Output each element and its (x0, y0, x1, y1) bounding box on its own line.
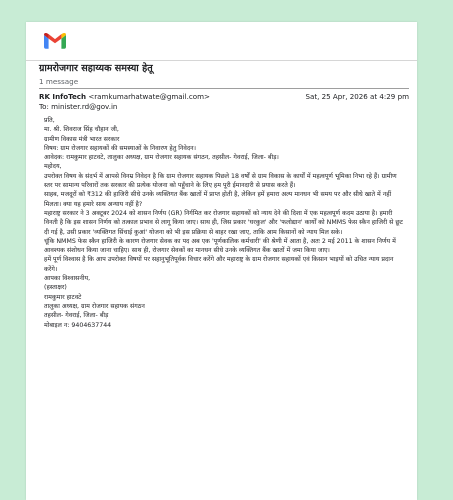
body-line: प्रति, (44, 117, 55, 124)
sender-email: <ramkumarhatwate@gmail.com> (88, 92, 210, 101)
body-paragraph: महाराष्ट्र सरकार ने 3 अक्टूबर 2024 को शासन निर्णय (GR) निर्गमित कर रोजगार सहायकों को न्याय देने की दिशा में एक महत्वपूर्ण कदम उठाया है। हमारी विनती है कि इस शासन निर्णय को तत्काल प्रभाव से लागू किया जाए। साथ ही, जिस प्रकार 'घरकुल' और 'फलोद्यान' कार्यों को NMMS फेस स्कैन हाजिरी से छूट दी गई है, उसी प्रकार 'व्यक्तिगत सिंचाई कुआं' योजना को भी इस प्रक्रिया से बाहर रखा जाए, ताकि आम किसानों को न्याय मिल सके। (44, 209, 403, 236)
body-line: महोदय, (44, 163, 62, 171)
email-body (44, 116, 406, 330)
body-paragraph: साहब, मजदूरों को ₹312 की हाजिरी सीधे उनके व्यक्तिगत बैंक खातों में प्राप्त होती है, लेकिन हमें हमारा अल्प मानधन भी समय पर और सीधे खाते में नहीं मिलता। क्या यह हमारे साथ अन्याय नहीं है? (44, 191, 392, 208)
body-line: तहसील- गेवराई, जिला- बीड़ (44, 312, 109, 320)
gmail-logo-icon (44, 32, 66, 49)
sender-line (39, 92, 210, 101)
body-paragraph: उपरोक्त विषय के संदर्भ में आपसे विनम्र निवेदन है कि ग्राम रोजगार सहायक पिछले 18 वर्षों से ग्राम विकास के कार्यों में महत्वपूर्ण भूमिका निभा रहे हैं। ग्रामीण स्तर पर सामान्य परिवारों तक सरकार की प्रत्येक योजना को पहुँचाने के लिए हम पूरी ईमानदारी से प्रयास करते हैं। (44, 172, 397, 190)
body-line: मा. श्री. शिवराज सिंह चौहान जी, (44, 126, 119, 134)
divider (39, 88, 409, 89)
print-page (26, 22, 417, 500)
body-line: (हस्ताक्षर) (44, 284, 67, 292)
body-paragraph: हमें पूर्ण विश्वास है कि आप उपरोक्त विषयों पर सहानुभूतिपूर्वक विचार करेंगे और महाराष्ट्र के ग्राम रोजगार सहायकों एवं किसान भाइयों को उचित न्याय प्रदान करेंगे। (44, 256, 394, 273)
recipient-line: To: minister.rd@gov.in (39, 102, 118, 111)
email-date: Sat, 25 Apr, 2026 at 4:29 pm (305, 92, 409, 101)
email-subject: ग्रामरोजगार सहाय्यक समस्या हेतू (39, 63, 153, 74)
body-paragraph: चूंकि NMMS फेस स्कैन हाजिरी के कारण रोजगार सेवक का पद अब एक 'पूर्णकालिक कर्मचारी' की श्रेणी में आता है, अतः 2 मई 2011 के शासन निर्णय में आवश्यक संशोधन किया जाना चाहिए। साथ ही, रोजगार सेवकों का मानधन सीधे उनके व्यक्तिगत बैंक खातों में जमा किया जाए। (44, 237, 396, 255)
body-line: रामकुमार हाटवटे (44, 293, 82, 301)
body-line: तालुका अध्यक्ष, ग्राम रोजगार सहायक संगठन (44, 302, 145, 310)
header-bar (26, 22, 417, 61)
body-line: ग्रामीण विकास मंत्री भारत सरकार (44, 135, 120, 143)
sender-name: RK InfoTech (39, 92, 87, 101)
body-line: आवेदक: रामकुमार हाटवटे, तालुका अध्यक्ष, ग्राम रोजगार सहायक संगठन, तहसील- गेवराई, जिला- बीड़। (44, 154, 279, 162)
body-line: आपका विश्वासनीय, (44, 275, 91, 283)
body-line: मोबाइल न: 9404637744 (44, 321, 112, 329)
message-count: 1 message (39, 77, 79, 86)
body-line: विषय: ग्राम रोजगार सहायकों की समस्याओं के निवारण हेतु निवेदन। (44, 144, 197, 152)
